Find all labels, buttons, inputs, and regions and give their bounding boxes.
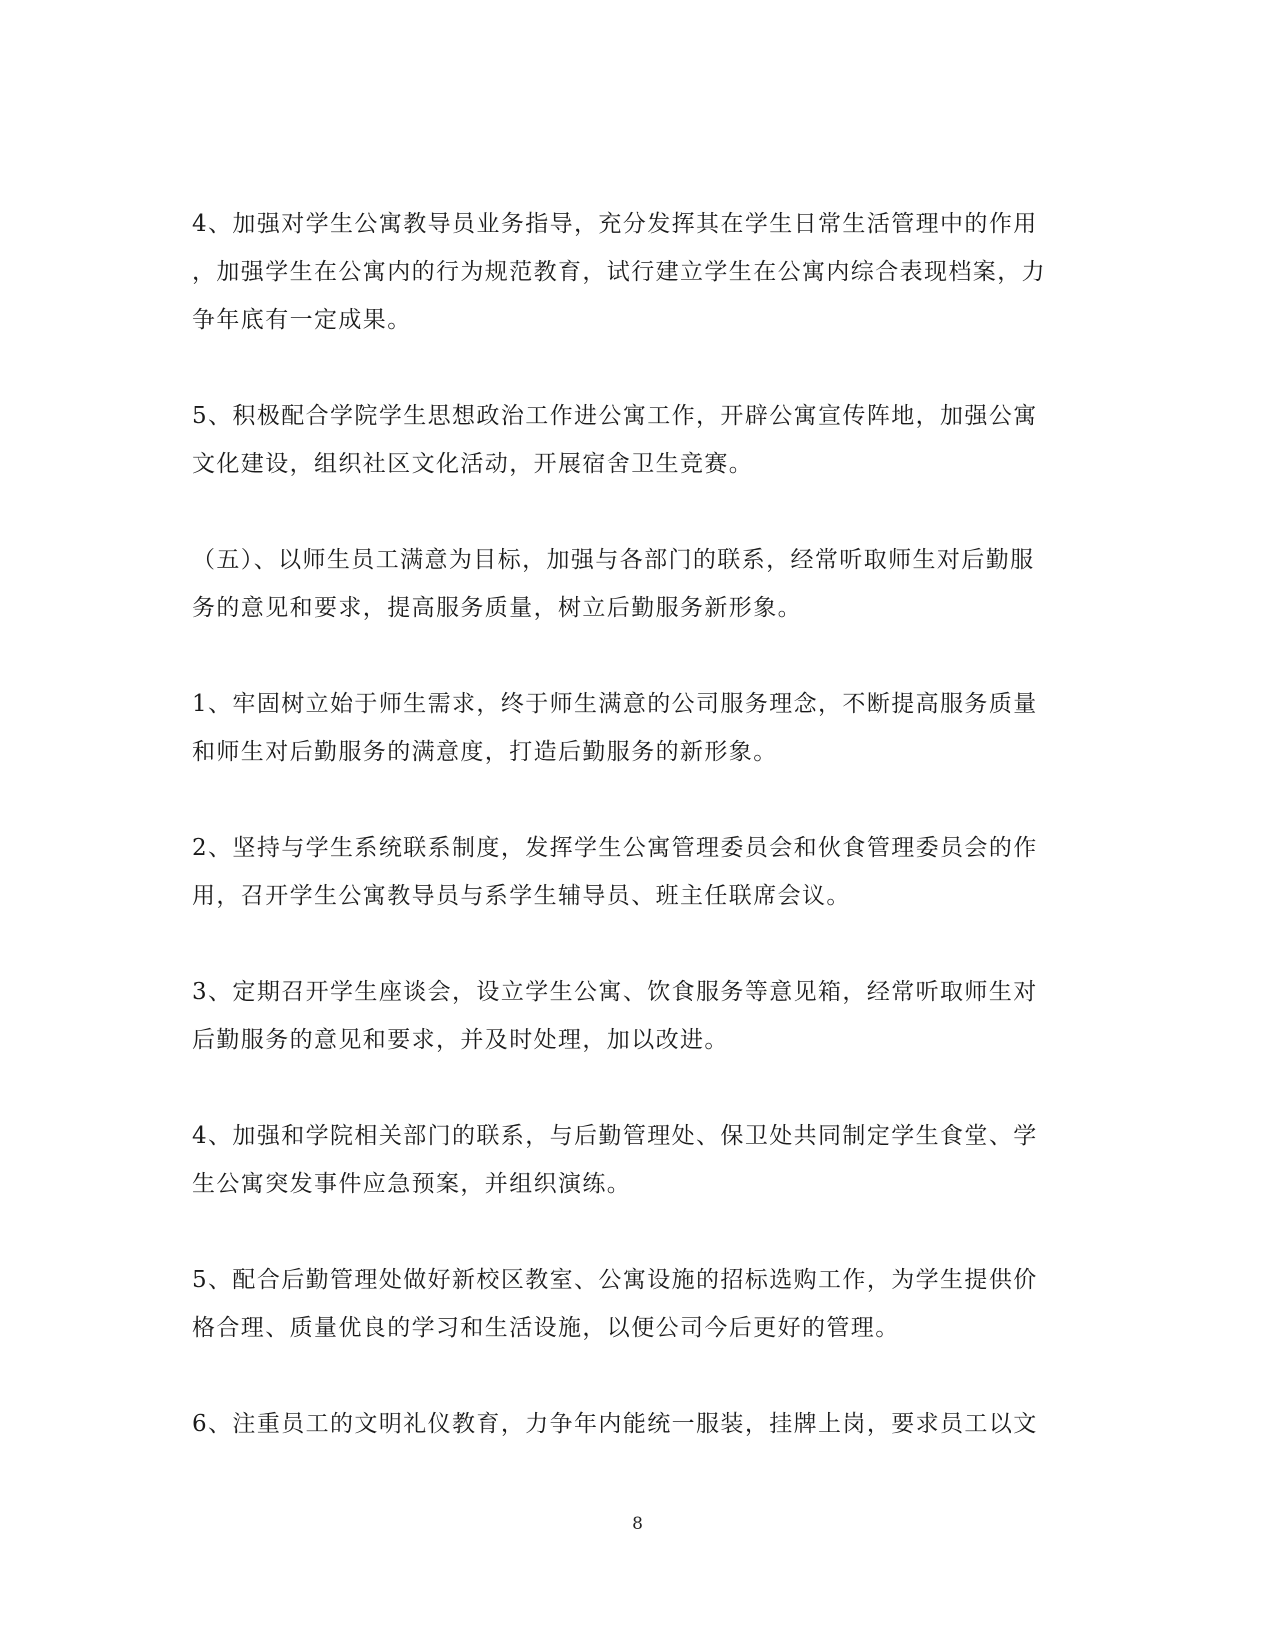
paragraph-item-2-liaison: 2、坚持与学生系统联系制度，发挥学生公寓管理委员会和伙食管理委员会的作 用，召开学生公寓教导员与系学生辅导员、班主任联席会议。 [192,835,1038,909]
paragraph-item-1-service-concept: 1、牢固树立始于师生需求，终于师生满意的公司服务理念，不断提高服务质量 和师生对后勤服务的满意度，打造后勤服务的新形象。 [192,691,1038,765]
paragraph-item-5-culture: 5、积极配合学院学生思想政治工作进公寓工作，开辟公寓宣传阵地，加强公寓 文化建设，组织社区文化活动，开展宿舍卫生竞赛。 [192,403,1038,477]
paragraph-item-4-emergency: 4、加强和学院相关部门的联系，与后勤管理处、保卫处共同制定学生食堂、学 生公寓突发事件应急预案，并组织演练。 [192,1123,1038,1197]
document-body [192,200,1072,1496]
paragraph-item-5-procurement: 5、配合后勤管理处做好新校区教室、公寓设施的招标选购工作，为学生提供价 格合理、质量优良的学习和生活设施，以便公司今后更好的管理。 [192,1267,1038,1341]
paragraph-item-4-guidance: 4、加强对学生公寓教导员业务指导，充分发挥其在学生日常生活管理中的作用 ，加强学生在公寓内的行为规范教育，试行建立学生在公寓内综合表现档案，力 争年底有一定成果。 [192,211,1046,333]
page-number: 8 [632,1514,643,1534]
section-heading-five: （五）、以师生员工满意为目标，加强与各部门的联系，经常听取师生对后勤服 务的意见和要求，提高服务质量，树立后勤服务新形象。 [192,547,1035,621]
paragraph-item-6-etiquette: 6、注重员工的文明礼仪教育，力争年内能统一服装，挂牌上岗，要求员工以文 [192,1411,1038,1437]
paragraph-item-3-forums: 3、定期召开学生座谈会，设立学生公寓、饮食服务等意见箱，经常听取师生对 后勤服务的意见和要求，并及时处理，加以改进。 [192,979,1038,1053]
